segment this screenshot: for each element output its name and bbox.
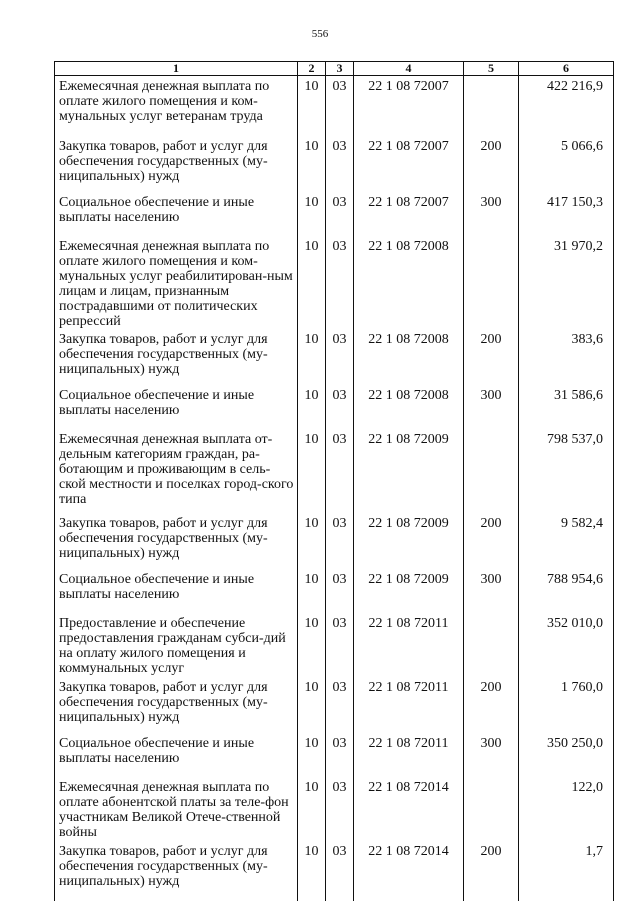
- row-subsection: 03: [326, 513, 354, 569]
- row-code: 22 1 08 72011: [354, 733, 464, 777]
- row-amount: 798 537,0: [519, 429, 614, 513]
- table-row: [55, 385, 614, 429]
- row-amount: 350 250,0: [519, 733, 614, 777]
- row-expense-type: [464, 429, 519, 513]
- row-section: 10: [298, 329, 326, 385]
- row-expense-type: 200: [464, 677, 519, 733]
- row-subsection: 03: [326, 569, 354, 613]
- table-row: [55, 76, 614, 136]
- row-section: 10: [298, 677, 326, 733]
- row-section: 10: [298, 429, 326, 513]
- row-name: Социальное обеспечение и иные выплаты населению: [55, 733, 298, 777]
- row-amount: 383,6: [519, 329, 614, 385]
- row-section: 10: [298, 733, 326, 777]
- row-section: 10: [298, 513, 326, 569]
- row-expense-type: 200: [464, 329, 519, 385]
- row-expense-type: [464, 236, 519, 329]
- row-code: 22 1 08 72011: [354, 677, 464, 733]
- row-subsection: 03: [326, 192, 354, 236]
- page-number: 556: [311, 28, 329, 40]
- table-row: [55, 429, 614, 513]
- row-name: Закупка товаров, работ и услуг для обеспечения государственных (му-ниципальных) нужд: [55, 677, 298, 733]
- row-section: 10: [298, 236, 326, 329]
- column-header-1: 1: [55, 62, 298, 76]
- row-name: Ежемесячная денежная выплата от-дельным категориям граждан, ра-ботающим и проживающим в сель-ской местности и поселках город-ского типа: [55, 429, 298, 513]
- row-amount: 5 066,6: [519, 136, 614, 192]
- row-name: Ежемесячная денежная выплата по оплате жилого помещения и ком-мунальных услуг реабилитирован-ным лицам и лицам, признанным пострадавшими от политических репрессий: [55, 236, 298, 329]
- row-subsection: 03: [326, 677, 354, 733]
- row-expense-type: 300: [464, 569, 519, 613]
- row-name: Социальное обеспечение и иные выплаты населению: [55, 385, 298, 429]
- row-code: 22 1 08 72008: [354, 236, 464, 329]
- row-name: Предоставление и обеспечение предоставления гражданам субси-дий на оплату жилого помещения и коммунальных услуг: [55, 613, 298, 677]
- row-amount: 9 582,4: [519, 513, 614, 569]
- row-name: Социальное обеспечение и иные выплаты населению: [55, 192, 298, 236]
- row-expense-type: 200: [464, 841, 519, 901]
- row-name: Ежемесячная денежная выплата по оплате абонентской платы за теле-фон участникам Великой Отече-ственной войны: [55, 777, 298, 841]
- table-row: [55, 733, 614, 777]
- row-section: 10: [298, 777, 326, 841]
- table-row: [55, 677, 614, 733]
- row-amount: 1 760,0: [519, 677, 614, 733]
- row-subsection: 03: [326, 76, 354, 136]
- row-amount: 31 970,2: [519, 236, 614, 329]
- row-subsection: 03: [326, 777, 354, 841]
- row-expense-type: 200: [464, 513, 519, 569]
- row-code: 22 1 08 72007: [354, 76, 464, 136]
- row-code: 22 1 08 72008: [354, 329, 464, 385]
- column-header-6: 6: [519, 62, 614, 76]
- row-section: 10: [298, 192, 326, 236]
- row-name: Ежемесячная денежная выплата по оплате жилого помещения и ком-мунальных услуг ветеранам труда: [55, 76, 298, 136]
- row-name: Социальное обеспечение и иные выплаты населению: [55, 569, 298, 613]
- row-subsection: 03: [326, 136, 354, 192]
- row-amount: 788 954,6: [519, 569, 614, 613]
- column-header-3: 3: [326, 62, 354, 76]
- table-row: [55, 569, 614, 613]
- row-code: 22 1 08 72009: [354, 513, 464, 569]
- row-code: 22 1 08 72011: [354, 613, 464, 677]
- row-code: 22 1 08 72007: [354, 192, 464, 236]
- budget-table: [54, 61, 614, 901]
- table-header-row: [55, 62, 614, 76]
- row-amount: 422 216,9: [519, 76, 614, 136]
- row-name: Закупка товаров, работ и услуг для обеспечения государственных (му-ниципальных) нужд: [55, 136, 298, 192]
- column-header-2: 2: [298, 62, 326, 76]
- row-subsection: 03: [326, 329, 354, 385]
- table-row: [55, 777, 614, 841]
- column-header-5: 5: [464, 62, 519, 76]
- row-name: Закупка товаров, работ и услуг для обеспечения государственных (му-ниципальных) нужд: [55, 841, 298, 901]
- row-subsection: 03: [326, 613, 354, 677]
- table-row: [55, 329, 614, 385]
- row-amount: 417 150,3: [519, 192, 614, 236]
- row-subsection: 03: [326, 236, 354, 329]
- row-code: 22 1 08 72007: [354, 136, 464, 192]
- table-row: [55, 513, 614, 569]
- row-amount: 122,0: [519, 777, 614, 841]
- row-code: 22 1 08 72008: [354, 385, 464, 429]
- table-row: [55, 136, 614, 192]
- row-expense-type: [464, 76, 519, 136]
- table-row: [55, 236, 614, 329]
- row-subsection: 03: [326, 429, 354, 513]
- row-section: 10: [298, 76, 326, 136]
- row-code: 22 1 08 72009: [354, 569, 464, 613]
- row-amount: 352 010,0: [519, 613, 614, 677]
- row-subsection: 03: [326, 841, 354, 901]
- row-subsection: 03: [326, 733, 354, 777]
- row-section: 10: [298, 841, 326, 901]
- row-section: 10: [298, 569, 326, 613]
- row-expense-type: 300: [464, 385, 519, 429]
- row-section: 10: [298, 136, 326, 192]
- column-header-4: 4: [354, 62, 464, 76]
- row-expense-type: 300: [464, 192, 519, 236]
- row-amount: 31 586,6: [519, 385, 614, 429]
- row-name: Закупка товаров, работ и услуг для обеспечения государственных (му-ниципальных) нужд: [55, 513, 298, 569]
- row-code: 22 1 08 72014: [354, 777, 464, 841]
- table-row: [55, 613, 614, 677]
- row-code: 22 1 08 72009: [354, 429, 464, 513]
- row-subsection: 03: [326, 385, 354, 429]
- row-section: 10: [298, 385, 326, 429]
- row-expense-type: 300: [464, 733, 519, 777]
- row-expense-type: [464, 613, 519, 677]
- row-name: Закупка товаров, работ и услуг для обеспечения государственных (му-ниципальных) нужд: [55, 329, 298, 385]
- row-section: 10: [298, 613, 326, 677]
- row-expense-type: [464, 777, 519, 841]
- table-row: [55, 841, 614, 901]
- row-amount: 1,7: [519, 841, 614, 901]
- row-code: 22 1 08 72014: [354, 841, 464, 901]
- row-expense-type: 200: [464, 136, 519, 192]
- table-row: [55, 192, 614, 236]
